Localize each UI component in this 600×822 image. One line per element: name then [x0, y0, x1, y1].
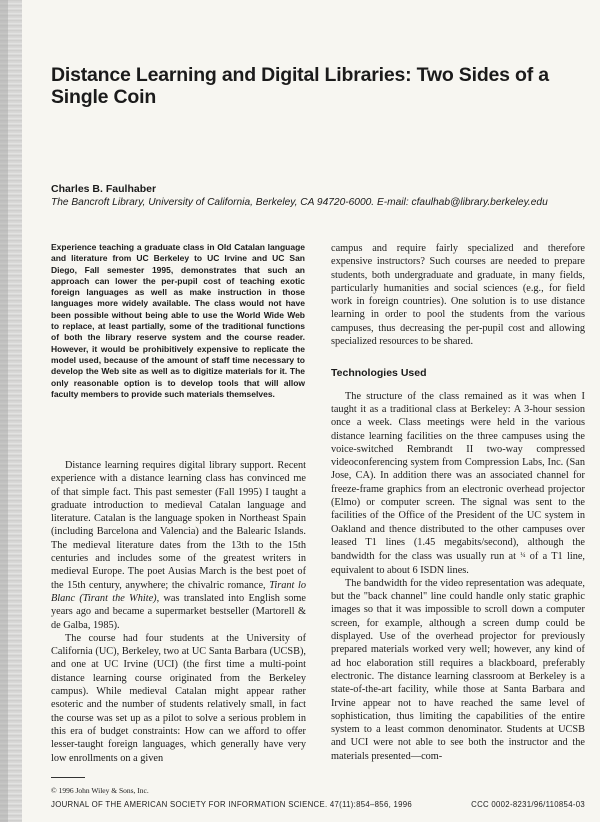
paragraph-text: The structure of the class remained as it was when I taught it as a traditional class at Berkeley: A 3-hour session once a week. Class meetings were held in the various distance learning facilities on the three campuses using the voice-switched Rembrandt II two-way compressed videoconferencing system from Compression Labs, Inc. (San Jose, CA). In addition there was an associated channel for freeze-frame graphics from an electronic overhead projector (Elmo) or computer screen. The signal was sent to the facilities of the Office of the President of the UC system in Oakland and thence distributed to the other campuses over leased T1 lines (1.45 megabits/second), although the bandwidth for the class was usually run at: [331, 390, 585, 563]
scan-edge-dark: [0, 0, 8, 822]
body-paragraph: The bandwidth for the video representation was adequate, but the "back channel" line could handle only static graphic images so that it was impossible to scroll down a computer screen, for example, although a screen dump could be displayed. Use of the overhead projector for previously prepared materials worked very well; however, any kind of ad hoc elaboration still requires a blackboard, preferably electronic. The distance learning classroom at Berkeley is a state-of-the-art facility, while those at Santa Barbara and Irvine appear not to have reached the same level of sophistication, thus limiting the capabilities of the entire system to a least common denominator. Students at UCSB and UCI were not able to see both the instructor and the materials presented—com-: [331, 577, 585, 762]
paragraph-text: of a T1 line, equivalent to about 6 ISDN lines.: [331, 551, 585, 576]
page-footer: [51, 800, 585, 809]
fraction: ¼: [520, 551, 526, 560]
abstract: Experience teaching a graduate class in Old Catalan language and literature from UC Berkeley to UC Irvine and UC San Diego, Fall semester 1995, demonstrates that such an approach can lower the per-pupil cost of teaching exotic foreign languages as well as make instruction in those languages more widely available. The class would not have been possible without being able to use the World Wide Web to replace, at least partially, some of the traditional functions of both the library reserve system and the course reader. However, it would be prohibitively expensive to replicate the model used, because of the amount of staff time necessary to develop the Web site as well as to digitize materials for it. The only reasonable option is to develop tools that will allow faculty members to provide such materials themselves.: [51, 242, 305, 399]
journal-citation: JOURNAL OF THE AMERICAN SOCIETY FOR INFORMATION SCIENCE. 47(11):854–856, 1996: [51, 800, 413, 809]
article-title: Distance Learning and Digital Libraries: Two Sides of a Single Coin: [51, 64, 549, 108]
ccc-code: CCC 0002-8231/96/110854-03: [471, 800, 585, 809]
left-column: [51, 459, 306, 765]
copyright-notice: © 1996 John Wiley & Sons, Inc.: [51, 786, 149, 795]
body-paragraph: [331, 390, 585, 577]
paragraph-text: Distance learning requires digital library support. Recent experience with a distance learning class has convinced me of that simple fact. This past semester (Fall 1995) I taught a graduate introduction to medieval Catalan language and literature. Catalan is the language spoken in Northeast Spain (including Barcelona and Valencia) and the Balearic Islands. The medieval literature dates from the 13th to the 15th centuries and includes some of the greatest writers in medieval Europe. The poet Ausias March is the best poet of the 15th century, anywhere; the chivalric romance,: [51, 460, 306, 591]
body-paragraph: [51, 459, 306, 632]
paragraph-text: , was translated into English some years ago and became a supermarket bestseller (Martorell & de Galba, 1985).: [51, 592, 307, 631]
author-affiliation: The Bancroft Library, University of California, Berkeley, CA 94720-6000. E-mail: cfaulhab@library.berkeley.edu: [51, 197, 548, 208]
body-paragraph: The course had four students at the University of California (UC), Berkeley, two at UC Santa Barbara (UCSB), and one at UC Irvine (UCI) (the first time a multi-point distance learning course originated from the Berkeley campus). While medieval Catalan might appear rather esoteric and the number of students relatively small, in fact the course was set up as a pilot to solve a serious problem in this era of budget constraints: How can we afford to offer lesser-taught foreign languages, which generally have very low enrollments on a given: [51, 632, 306, 764]
footnote-rule: [51, 777, 85, 778]
body-paragraph: campus and require fairly specialized and therefore expensive instructors? Such courses are needed to prepare students, both undergraduate and graduate, in many fields, particularly humanities and social sciences (e.g., for field work in foreign countries). One solution is to use distance learning in order to pool the students from the various campuses, thus decreasing the per-pupil cost and allowing specialized resources to be shared.: [331, 243, 585, 348]
section-heading: Technologies Used: [331, 367, 427, 380]
author-name: Charles B. Faulhaber: [51, 183, 157, 195]
right-column: [331, 242, 585, 763]
italic-title: Tirant lo Blanc (Tirant the White): [51, 579, 306, 604]
